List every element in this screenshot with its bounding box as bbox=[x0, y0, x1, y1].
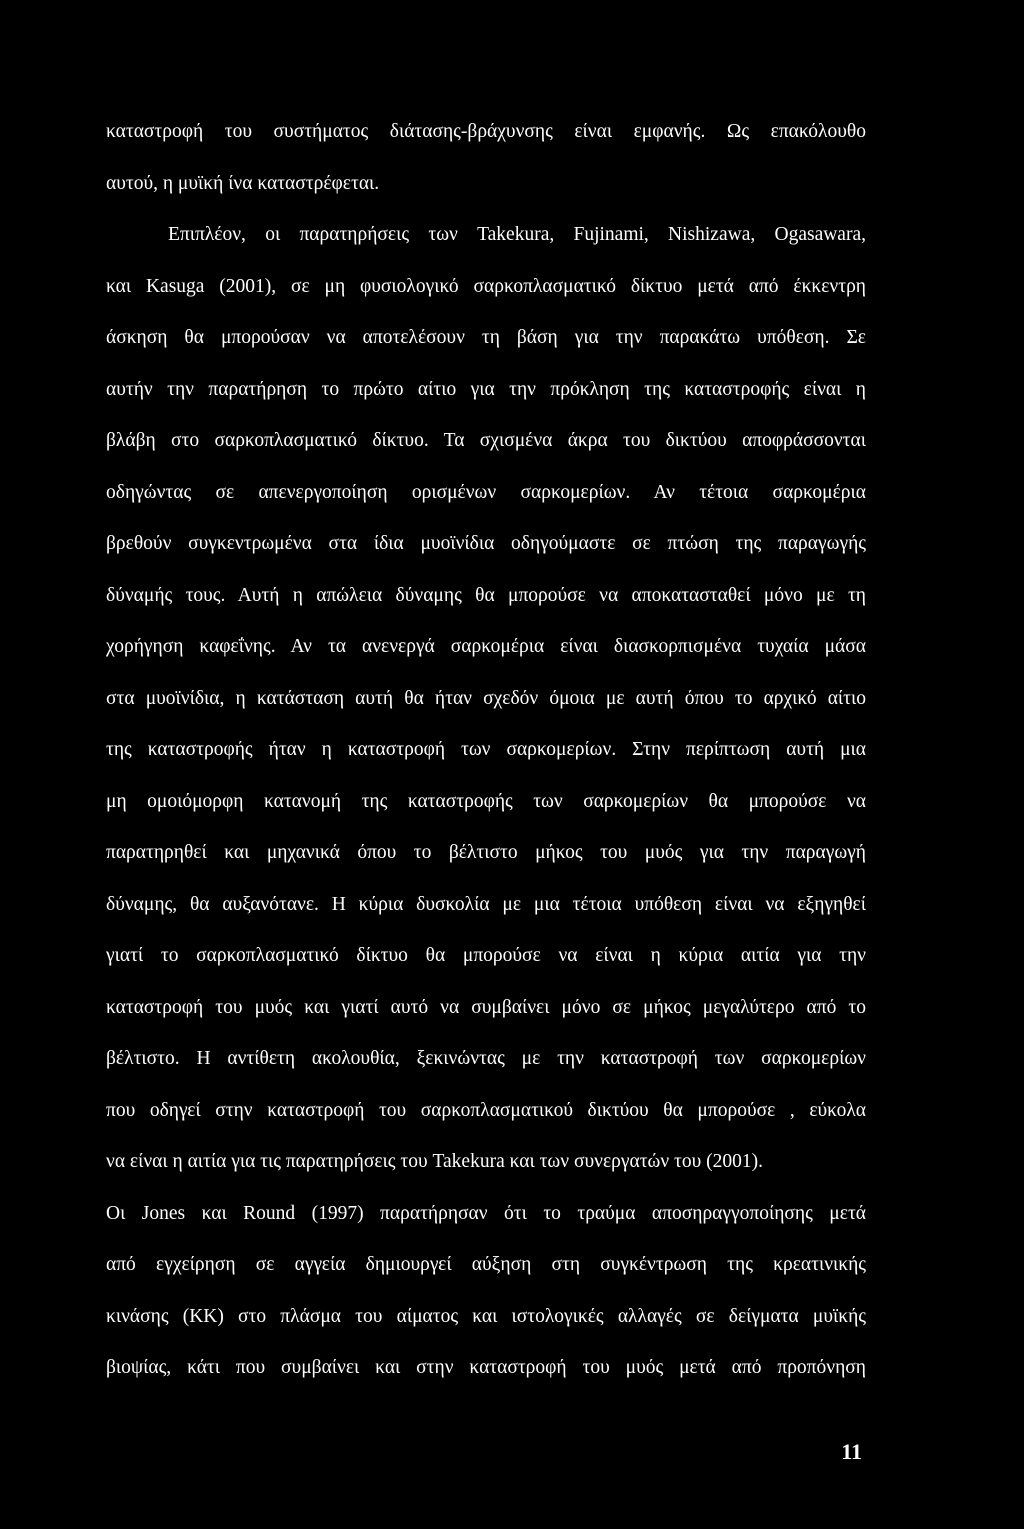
text-line: βλάβη στο σαρκοπλασματικό δίκτυο. Τα σχισμένα άκρα του δικτύου αποφράσσονται bbox=[106, 430, 866, 451]
text-line: άσκηση θα μπορούσαν να αποτελέσουν τη βάση για την παρακάτω υπόθεση. Σε bbox=[106, 327, 866, 348]
text-line: βρεθούν συγκεντρωμένα στα ίδια μυοϊνίδια οδηγούμαστε σε πτώση της παραγωγής bbox=[106, 533, 866, 554]
text-line: που οδηγεί στην καταστροφή του σαρκοπλασματικού δικτύου θα μπορούσε , εύκολα bbox=[106, 1100, 866, 1121]
text-line: μη ομοιόμορφη κατανομή της καταστροφής των σαρκομερίων θα μπορούσε να bbox=[106, 791, 866, 812]
text-line: κινάσης (ΚΚ) στο πλάσμα του αίματος και ιστολογικές αλλαγές σε δείγματα μυϊκής bbox=[106, 1306, 866, 1327]
text-line: βιοψίας, κάτι που συμβαίνει και στην καταστροφή του μυός μετά από προπόνηση bbox=[106, 1357, 866, 1378]
text-line: και Kasuga (2001), σε μη φυσιολογικό σαρκοπλασματικό δίκτυο μετά από έκκεντρη bbox=[106, 276, 866, 297]
text-line: Οι Jones και Round (1997) παρατήρησαν ότι το τραύμα αποσηραγγοποίησης μετά bbox=[106, 1203, 866, 1224]
text-line: οδηγώντας σε απενεργοποίηση ορισμένων σαρκομερίων. Αν τέτοια σαρκομέρια bbox=[106, 482, 866, 503]
text-line: αυτού, η μυϊκή ίνα καταστρέφεται. bbox=[106, 173, 380, 194]
text-line: στα μυοϊνίδια, η κατάσταση αυτή θα ήταν σχεδόν όμοια με αυτή όπου το αρχικό αίτιο bbox=[106, 688, 866, 709]
text-line: να είναι η αιτία για τις παρατηρήσεις του Takekura και των συνεργατών του (2001). bbox=[106, 1151, 764, 1172]
text-line: χορήγηση καφεΐνης. Αν τα ανενεργά σαρκομέρια είναι διασκορπισμένα τυχαία μάσα bbox=[106, 636, 866, 657]
text-line: παρατηρηθεί και μηχανικά όπου το βέλτιστο μήκος του μυός για την παραγωγή bbox=[106, 842, 866, 863]
text-line: της καταστροφής ήταν η καταστροφή των σαρκομερίων. Στην περίπτωση αυτή μια bbox=[106, 739, 866, 760]
text-line: βέλτιστο. Η αντίθετη ακολουθία, ξεκινώντας με την καταστροφή των σαρκομερίων bbox=[106, 1048, 866, 1069]
text-line: καταστροφή του μυός και γιατί αυτό να συμβαίνει μόνο σε μήκος μεγαλύτερο από το bbox=[106, 997, 866, 1018]
text-line: δύναμής τους. Αυτή η απώλεια δύναμης θα μπορούσε να αποκατασταθεί μόνο με τη bbox=[106, 585, 866, 606]
paragraph-first-line: Επιπλέον, οι παρατηρήσεις των Takekura, Fujinami, Nishizawa, Ogasawara, bbox=[168, 224, 866, 245]
text-line: αυτήν την παρατήρηση το πρώτο αίτιο για την πρόκληση της καταστροφής είναι η bbox=[106, 379, 866, 400]
text-line: γιατί το σαρκοπλασματικό δίκτυο θα μπορούσε να είναι η κύρια αιτία για την bbox=[106, 945, 866, 966]
text-line: από εγχείρηση σε αγγεία δημιουργεί αύξηση στη συγκέντρωση της κρεατινικής bbox=[106, 1254, 866, 1275]
page-number: 11 bbox=[841, 1439, 862, 1464]
text-line: δύναμης, θα αυξανότανε. Η κύρια δυσκολία με μια τέτοια υπόθεση είναι να εξηγηθεί bbox=[106, 894, 866, 915]
text-line: καταστροφή του συστήματος διάτασης-βράχυνσης είναι εμφανής. Ως επακόλουθο bbox=[106, 121, 866, 142]
